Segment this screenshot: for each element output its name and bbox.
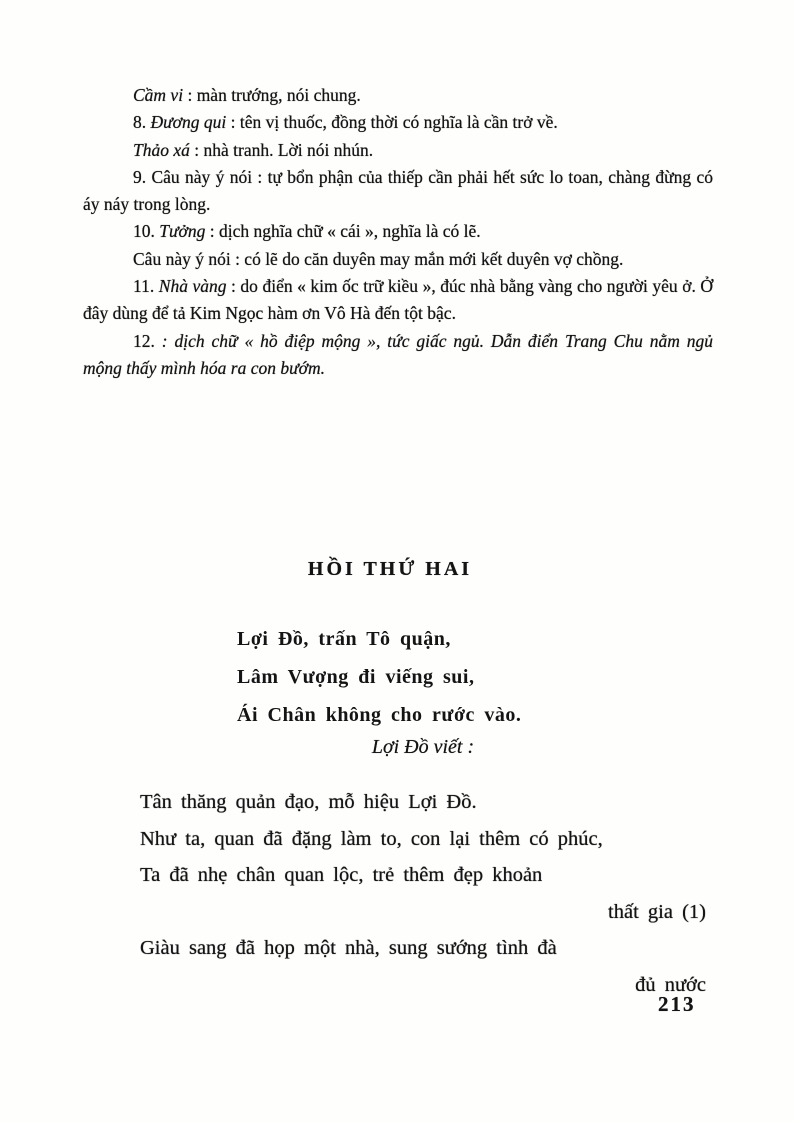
footnote-text: : tên vị thuốc, đồng thời có nghĩa là cần trở về. [226,112,558,133]
footnote-text: : màn trướng, nói chung. [183,85,361,105]
body-line-continuation: thất gia (1) [608,900,706,923]
footnote-text: Câu này ý nói : tự bổn phận của thiếp cần phải hết sức lo toan, chàng đừng có áy náy trong lòng. [83,166,713,215]
body-line: Tân thăng quản đạo, mỗ hiệu Lợi Đồ. [140,791,477,813]
footnote-paragraph [83,273,713,328]
footnote-number: 12. [133,330,162,351]
body-text [140,784,706,1003]
footnotes-section [83,82,713,382]
footnote-term: Nhà vàng [158,276,227,297]
chapter-verse [237,620,521,734]
footnote-text: : do điển « kim ốc trữ kiều », đúc nhà bằng vàng cho người yêu ở. Ở đây dùng để tả Kim Ngọc hàm ơn Vô Hà đến tột bậc. [83,276,713,324]
footnote-text: Câu này ý nói : có lẽ do căn duyên may mắn mới kết duyên vợ chồng. [133,248,624,269]
footnote-paragraph [83,328,713,383]
footnote-text: : nhà tranh. Lời nói nhún. [189,139,374,160]
speaker-line: Lợi Đồ viết : [371,736,475,758]
footnote-term: Đương qui [150,112,227,133]
footnote-number: 8. [133,112,151,133]
verse-line: Lâm Vượng đi viếng sui, [237,666,475,688]
page-number: 213 [658,992,696,1016]
footnote-term: Thảo xá [133,139,190,160]
footnote-paragraph [83,246,713,273]
footnote-paragraph [83,137,713,164]
footnote-number: 9. [133,166,152,187]
footnote-text: : dịch nghĩa chữ « cái », nghĩa là có lẽ. [205,221,481,242]
footnote-paragraph [83,218,713,245]
footnote-number: 11. [133,276,159,297]
footnote-paragraph [83,164,713,219]
verse-line: Ái Chân không cho rước vào. [237,704,522,726]
body-line-continuation: đủ nước [635,973,706,996]
footnote-number: 10. [133,221,160,242]
footnote-paragraph [83,109,713,136]
body-line: Như ta, quan đã đặng làm to, con lại thêm có phúc, [140,827,603,850]
chapter-heading: HỒI THỨ HAI [307,558,473,580]
footnote-term: Cầm vi [133,85,184,105]
footnote-paragraph [83,82,713,109]
verse-line: Lợi Đồ, trấn Tô quận, [237,628,451,650]
body-line: Giàu sang đã họp một nhà, sung sướng tình đà [140,937,557,959]
footnote-term: : dịch chữ « hồ điệp mộng », tức giấc ngủ. Dẫn điển Trang Chu nằm ngủ mộng thấy mình hóa ra con bướm. [83,330,713,378]
body-line: Ta đã nhẹ chân quan lộc, trẻ thêm đẹp khoản [140,864,543,886]
footnote-term: Tưởng [159,221,206,242]
